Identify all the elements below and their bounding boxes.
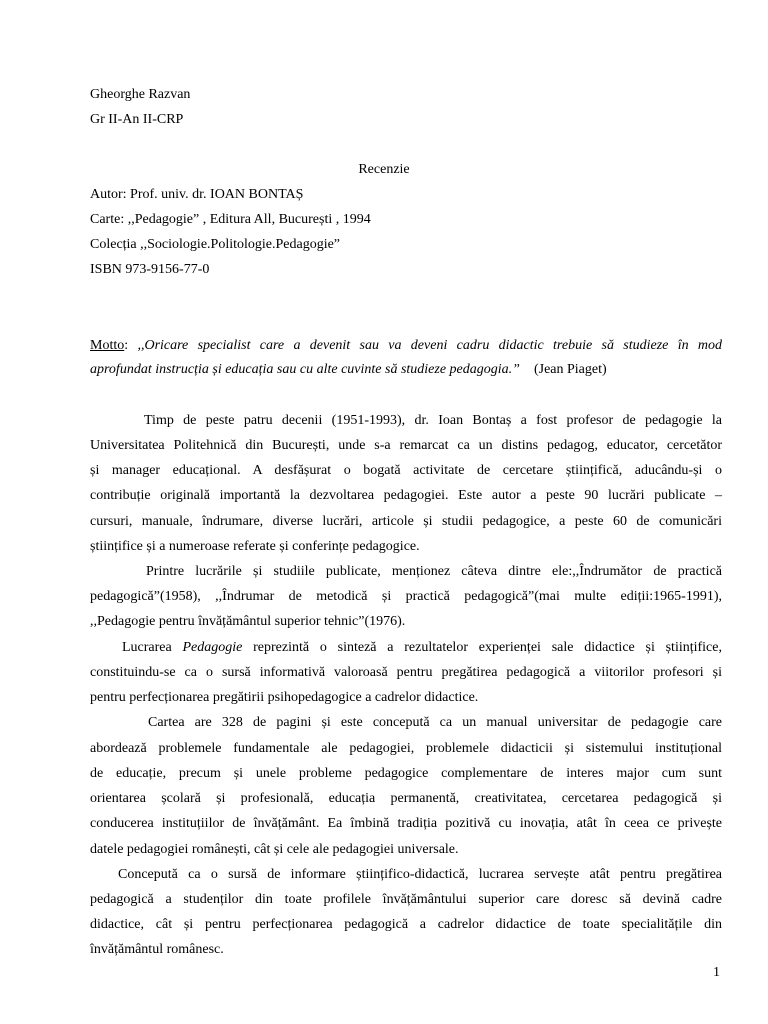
motto-label: Motto — [90, 338, 125, 353]
book-isbn: ISBN 973-9156-77-0 — [90, 262, 210, 277]
body-line: Universitatea Politehnică din București, unde s-a remarcat ca un distins pedagog, educator, cercetător — [90, 438, 722, 453]
motto-source: (Jean Piaget) — [533, 362, 607, 377]
body-line: ,,Pedagogie pentru învățământul superior tehnic”(1976). — [90, 614, 406, 629]
body-line-mixed — [122, 640, 722, 656]
group-line: Gr II-An II-CRP — [90, 112, 184, 127]
body-line: pentru perfecționarea pregătirii psihopedagogice a cadrelor didactice. — [90, 690, 479, 705]
body-line: Concepută ca o sursă de informare științifico-didactică, lucrarea servește atât pentru pregătirea — [118, 867, 722, 882]
author-name: Gheorghe Razvan — [90, 87, 191, 102]
book-collection: Colecția ,,Sociologie.Politologie.Pedagogie” — [90, 237, 341, 252]
body-line: de educație, precum și unele probleme pedagogice complementare de interes major cum sunt — [90, 766, 722, 781]
motto-quote-2: aprofundat instrucția și educația sau cu alte cuvinte să studieze pedagogia.” — [90, 362, 520, 377]
review-title: Recenzie — [358, 162, 410, 177]
page-number: 1 — [713, 965, 720, 980]
body-line: datele pedagogiei românești, cât și cele ale pedagogiei universale. — [90, 842, 459, 857]
motto-colon: : — [124, 338, 138, 353]
body-line: Cartea are 328 de pagini și este concepută ca un manual universitar de pedagogie care — [148, 715, 722, 730]
body-line: constituindu-se ca o sursă informativă valoroasă pentru pregătirea pedagogică a viitorilor profesori și — [90, 665, 722, 680]
body-line: și manager educațional. A desfășurat o bogată activitate de cercetare științifică, aducându-și o — [90, 463, 722, 478]
body-line: pedagogică”(1958), ,,Îndrumar de metodică și practică pedagogică”(mai multe ediții:1965-1991), — [90, 589, 722, 604]
body-text: Lucrarea — [122, 640, 183, 655]
body-line: orientarea școlară și profesională, educația permanentă, creativitatea, cercetarea pedagogică și — [90, 791, 722, 806]
body-line: didactice, cât și pentru perfecționarea pedagogică a cadrelor didactice de toate specialitățile din — [90, 917, 722, 932]
book-name-italic: Pedagogie — [182, 640, 243, 655]
book-author: Autor: Prof. univ. dr. IOAN BONTAȘ — [90, 187, 304, 202]
body-line: Printre lucrările și studiile publicate, menționez câteva dintre ele:,,Îndrumător de practică — [146, 564, 722, 579]
motto-line-2 — [90, 362, 607, 378]
body-line: conducerea instituțiilor de învățământ. Ea îmbină tradiția pozitivă cu inovația, atât în ceea ce privește — [90, 816, 722, 831]
body-text: reprezintă o sinteză a rezultatelor experienței sale didactice și științifice, — [242, 640, 722, 655]
body-line: cursuri, manuale, îndrumare, diverse lucrări, articole și studii pedagogice, a peste 60 de comunicări — [90, 514, 722, 529]
motto-line-1 — [90, 338, 722, 354]
body-line: științifice și a numeroase referate și conferințe pedagogice. — [90, 539, 420, 554]
body-line: învățământul românesc. — [90, 942, 224, 957]
body-line: pedagogică a studenților din toate profilele învățământului superior care doresc să devină cadre — [90, 892, 722, 907]
body-line: contribuție originală importantă la dezvoltarea pedagogiei. Este autor a peste 90 lucrări publicate – — [90, 488, 722, 503]
body-line: Timp de peste patru decenii (1951-1993), dr. Ioan Bontaș a fost profesor de pedagogie la — [144, 413, 722, 428]
book-title: Carte: ,,Pedagogie” , Editura All, București , 1994 — [90, 212, 371, 227]
body-line: abordează problemele fundamentale ale pedagogiei, problemele didacticii și sistemului instituțional — [90, 741, 722, 756]
motto-quote-1: ,,Oricare specialist care a devenit sau va deveni cadru didactic trebuie să studieze în mod — [137, 338, 723, 353]
